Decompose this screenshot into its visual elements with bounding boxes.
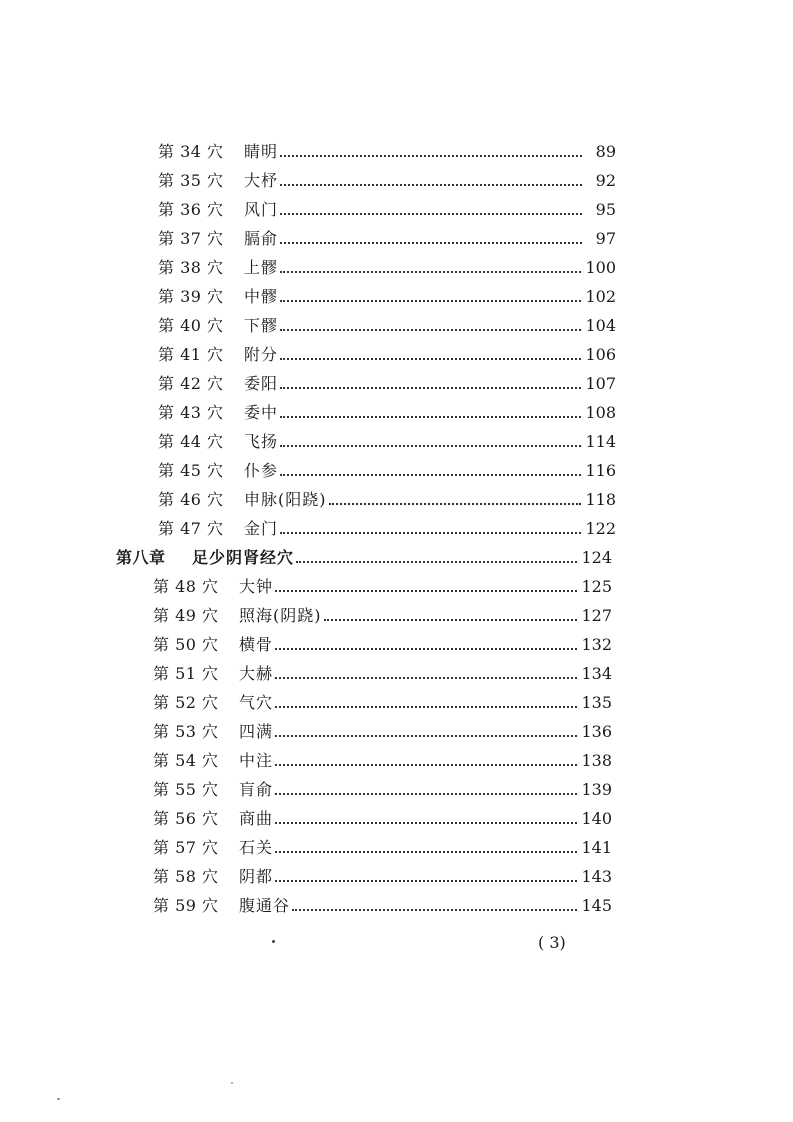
dot-leader [280,241,582,244]
toc-entry-number: 第 54 穴 [153,751,219,770]
toc-entry [158,515,616,539]
toc-entry-page: 140 [581,809,612,828]
dot-leader [292,908,577,911]
toc-entry-title: 大钟 [239,577,274,596]
dot-leader [275,879,577,882]
chapter-title: 足少阴肾经穴 [192,548,295,567]
toc-entry-number: 第 49 穴 [153,606,219,625]
toc-entry-title: 照海(阴跷) [239,606,322,625]
toc-entry-title: 腹通谷 [239,896,291,915]
toc-entry-number: 第 36 穴 [158,200,224,219]
toc-entry-title: 大赫 [239,664,274,683]
toc-entry-page: 106 [585,345,616,364]
toc-entry-page: 102 [585,287,616,306]
dot-leader [280,473,581,476]
toc-entry-page: 124 [581,548,612,567]
dot-leader [275,647,577,650]
dot-leader [275,589,577,592]
toc-entry [158,428,616,452]
dot-leader [280,415,581,418]
toc-entry-number: 第 41 穴 [158,345,224,364]
toc-entry-title: 下髎 [244,316,279,335]
toc-entry-page: 107 [585,374,616,393]
toc-entry-title: 气穴 [239,693,274,712]
toc-entry [158,196,616,220]
toc-entry-title: 风门 [244,200,279,219]
dot-leader [280,328,581,331]
toc-entry-number: 第 53 穴 [153,722,219,741]
toc-entry-page: 108 [585,403,616,422]
toc-entry-page: 138 [581,751,612,770]
toc-entry [158,312,616,336]
toc-entry [158,486,616,510]
toc-entry [158,167,616,191]
toc-entry [153,834,612,858]
dot-leader [296,560,577,563]
toc-entry-page: 95 [595,200,616,219]
toc-entry-page: 116 [585,461,616,480]
toc-entry-page: 143 [581,867,612,886]
toc-entry-title: 委阳 [244,374,279,393]
toc-entry-title: 大杼 [244,171,279,190]
dot-leader [280,183,582,186]
dot-leader [280,531,581,534]
toc-entry-number: 第 40 穴 [158,316,224,335]
toc-entry [158,283,616,307]
toc-entry-page: 145 [581,896,612,915]
toc-entry-page: 136 [581,722,612,741]
toc-entry [158,370,616,394]
toc-entry [158,225,616,249]
toc-entry-title: 膈俞 [244,229,279,248]
toc-entry-title: 肓俞 [239,780,274,799]
dot-leader [280,357,581,360]
dot-leader [324,618,578,621]
toc-entry-page: 132 [581,635,612,654]
toc-entry [158,341,616,365]
toc-entry [153,689,612,713]
toc-entry-title: 申脉(阳跷) [244,490,327,509]
dot-leader [280,299,581,302]
dot-leader [329,502,582,505]
scan-speck [272,940,275,943]
toc-entry-title: 阴都 [239,867,274,886]
toc-entry-page: 135 [581,693,612,712]
toc-entry-number: 第 37 穴 [158,229,224,248]
toc-entry-number: 第 57 穴 [153,838,219,857]
toc-entry [158,138,616,162]
dot-leader [280,154,582,157]
toc-entry-title: 上髎 [244,258,279,277]
toc-entry-number: 第 58 穴 [153,867,219,886]
toc-entry-page: 118 [585,490,616,509]
dot-leader [275,850,577,853]
toc-entry-number: 第 44 穴 [158,432,224,451]
toc-entry [153,660,612,684]
toc-entry-number: 第 34 穴 [158,142,224,161]
toc-entry-page: 141 [581,838,612,857]
toc-entry-title: 飞扬 [244,432,279,451]
toc-entry-page: 97 [595,229,616,248]
dot-leader [275,792,577,795]
toc-entry-title: 中髎 [244,287,279,306]
toc-entry-number: 第 56 穴 [153,809,219,828]
toc-entry-number: 第 55 穴 [153,780,219,799]
toc-entry [158,457,616,481]
toc-entry [158,254,616,278]
toc-entry-page: 104 [585,316,616,335]
toc-entry-page: 127 [581,606,612,625]
dot-leader [275,676,577,679]
toc-entry-title: 附分 [244,345,279,364]
toc-entry-number: 第 43 穴 [158,403,224,422]
toc-entry-number: 第 45 穴 [158,461,224,480]
dot-leader [280,270,581,273]
toc-entry-page: 92 [595,171,616,190]
toc-entry-number: 第 42 穴 [158,374,224,393]
toc-entry-number: 第 38 穴 [158,258,224,277]
toc-entry-number: 第 48 穴 [153,577,219,596]
toc-entry-number: 第 47 穴 [158,519,224,538]
toc-entry-page: 89 [595,142,616,161]
toc-entry-page: 114 [585,432,616,451]
dot-leader [280,444,581,447]
toc-entry-number: 第 51 穴 [153,664,219,683]
toc-entry-page: 122 [585,519,616,538]
dot-leader [280,386,581,389]
toc-entry-number: 第 59 穴 [153,896,219,915]
toc-entry [153,892,612,916]
toc-entry [153,805,612,829]
toc-entry-number: 第 52 穴 [153,693,219,712]
toc-entry-title: 商曲 [239,809,274,828]
toc-entry-title: 仆参 [244,461,279,480]
toc-entry-title: 金门 [244,519,279,538]
toc-entry-title: 石关 [239,838,274,857]
dot-leader [280,212,582,215]
scan-speck [231,1082,233,1084]
toc-chapter-heading [116,544,612,568]
toc-entry-page: 100 [585,258,616,277]
toc-entry [153,573,612,597]
chapter-number: 第八章 [116,548,166,567]
toc-entry-title: 四满 [239,722,274,741]
toc-entry-page: 125 [581,577,612,596]
toc-entry-number: 第 50 穴 [153,635,219,654]
toc-entry-number: 第 35 穴 [158,171,224,190]
toc-entry [153,747,612,771]
dot-leader [275,734,577,737]
toc-entry-number: 第 46 穴 [158,490,224,509]
toc-entry [153,863,612,887]
toc-entry-title: 横骨 [239,635,274,654]
toc-entry [158,399,616,423]
toc-entry-title: 委中 [244,403,279,422]
toc-entry [153,776,612,800]
toc-entry-page: 139 [581,780,612,799]
toc-entry [153,631,612,655]
toc-entry [153,602,612,626]
toc-entry-title: 中注 [239,751,274,770]
page-number: ( 3) [538,933,566,952]
dot-leader [275,705,577,708]
dot-leader [275,763,577,766]
dot-leader [275,821,577,824]
toc-entry-title: 睛明 [244,142,279,161]
toc-entry-page: 134 [581,664,612,683]
toc-entry [153,718,612,742]
toc-entry-number: 第 39 穴 [158,287,224,306]
scan-speck [57,1098,60,1100]
